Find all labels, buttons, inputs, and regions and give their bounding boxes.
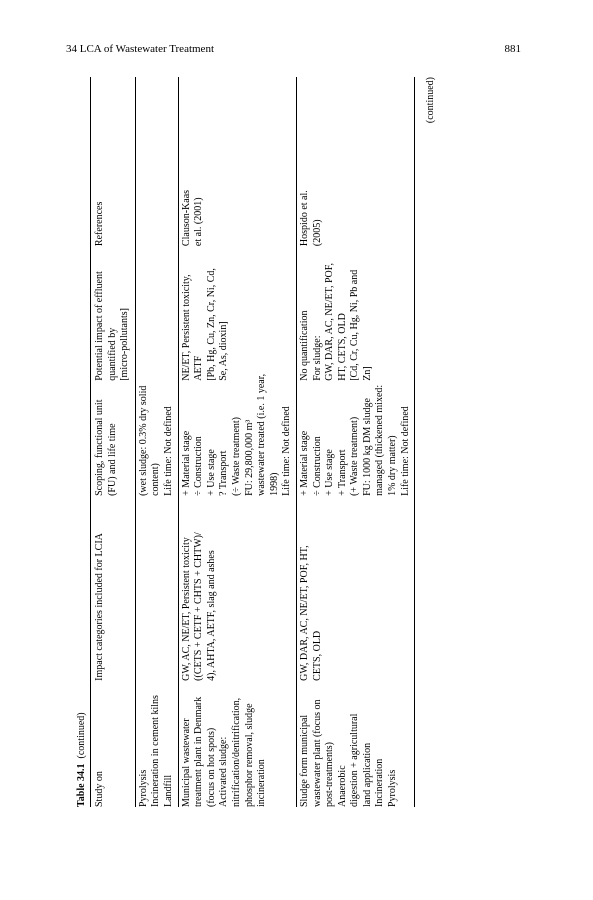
cell-line: (wet sludge: 0.3% dry solid [137,385,149,496]
cell-study-on [135,681,178,807]
running-head [66,41,521,57]
cell-line: + Transport [336,449,348,496]
cell-line: Life time: Not defined [399,406,411,496]
cell-line: AETF [193,355,205,381]
cell-line: (focus on hot spots) [205,727,217,807]
cell-line: Sludge form municipal [298,714,310,807]
cell-line: Incineration [374,758,386,807]
cell-line: No quantification [298,310,310,381]
cell-scoping [178,373,296,496]
cell-line: FU: 29,800,000 m³ [243,419,255,496]
cell-line: 1% dry matter) [387,435,399,496]
table-row [178,77,296,807]
cell-line: HT, CETS, OLD [336,313,348,381]
cell-line: nitrification/denitrification, [230,697,242,807]
cell-line: ? Transport [218,450,230,496]
cell-line: + Use stage [324,449,336,496]
cell-potential-impact [296,246,414,381]
header-potential-impact [91,246,136,381]
cell-line: post-treatments) [324,742,336,807]
cell-scoping [135,381,178,496]
cell-potential-impact [135,246,178,381]
cell-impact-categories [135,496,178,681]
header-line: Impact categories included for LCIA [94,533,105,681]
header-study-on [91,681,136,807]
header-line: (FU) and life time [106,423,118,496]
header-line: [micro-pollutants] [119,308,131,381]
cell-line: treatment plant in Denmark [193,696,205,807]
header-line: Study on [94,771,105,807]
cell-line: (+ Waste treatment) [349,416,361,496]
table-caption [74,712,90,807]
cell-line: Landfill [162,774,174,807]
header-line: quantified by [106,327,118,381]
cell-line: phosphor removal, sludge [243,703,255,807]
cell-line: + Material stage [298,430,310,496]
cell-line: Incineration in cement kilns [150,695,162,807]
cell-line: [Pb, Hg, Cu, Zn, Cr, Ni, Cd, [205,268,217,381]
cell-line: GW, AC, NE/ET, Persistent toxicity [180,537,192,681]
cell-line: Hospido et al. [298,190,310,247]
cell-line: Life time: Not defined [162,406,174,496]
cell-line: land application [361,742,373,807]
table-row [296,77,414,807]
header-scoping [91,381,136,496]
cell-line: [Cd, Cr, Cu, Hg, Ni, Pb and [349,269,361,381]
cell-line: NE/ET, Persistent toxicity, [180,274,192,381]
cell-line: Municipal wastewater [180,718,192,807]
header-line: Scoping, functional unit [94,399,105,496]
cell-line: (÷ Waste treatment) [230,416,242,496]
cell-impact-categories [296,496,414,681]
table-body [135,77,414,807]
cell-line: Pyrolysis [387,769,399,807]
cell-line: Pyrolysis [137,769,149,807]
cell-line: 1998) [268,472,280,496]
cell-study-on [178,681,296,807]
cell-line: Activated sludge: [218,736,230,807]
cell-line: + Use stage [205,449,217,496]
cell-line: GW, DAR, AC, NE/ET, POF, HT, [298,545,310,681]
cell-line: (2005) [311,219,323,247]
cell-study-on [296,681,414,807]
cell-potential-impact [178,246,296,381]
table-label: Table 34.1 [76,763,87,807]
table-caption-suffix: (continued) [76,712,87,759]
cell-line: GW, DAR, AC, NE/ET, POF, [324,262,336,381]
cell-line: managed (thickened mixed: [374,384,386,496]
cell-line: ÷ Construction [193,436,205,496]
cell-references [135,77,178,246]
header-impact-categories [91,496,136,681]
header-references [91,77,136,246]
cell-line: For sludge: [311,335,323,381]
cell-line: incineration [256,759,268,807]
cell-impact-categories [178,496,296,681]
cell-line: digestion + agricultural [349,713,361,807]
cell-line: 4), AHTA, AETF, slag and ashes [205,550,217,681]
cell-line: Anaerobic [336,765,348,807]
cell-line: wastewater plant (focus on [311,699,323,807]
page-number: 881 [504,43,521,55]
rotated-table-block [74,77,440,807]
table-row [135,77,178,807]
cell-references [178,77,296,246]
cell-scoping [296,381,414,496]
cell-line: Clauson-Kaas [180,189,192,247]
cell-line: FU: 1000 kg DM sludge [361,398,373,496]
cell-line: + Material stage [180,430,192,496]
cell-line: et al. (2001) [193,197,205,247]
cell-line: content) [150,463,162,496]
table-header-row [91,77,136,807]
cell-line: Life time: Not defined [281,406,293,496]
continued-note: (continued) [425,77,436,124]
cell-line: ((CETS + CETF + CHTS + CHTW)/ [193,532,205,681]
header-line: References [94,201,105,247]
cell-line: CETS, OLD [311,630,323,681]
cell-line: Se, As, dioxin] [218,321,230,381]
header-line: Potential impact of effluent [94,271,105,381]
cell-line: wastewater treated (i.e. 1 year, [256,373,268,496]
chapter-title: 34 LCA of Wastewater Treatment [66,43,215,55]
cell-references [296,77,414,246]
cell-line: ÷ Construction [311,436,323,496]
cell-line: Zn] [361,366,373,381]
lca-table [90,77,415,807]
